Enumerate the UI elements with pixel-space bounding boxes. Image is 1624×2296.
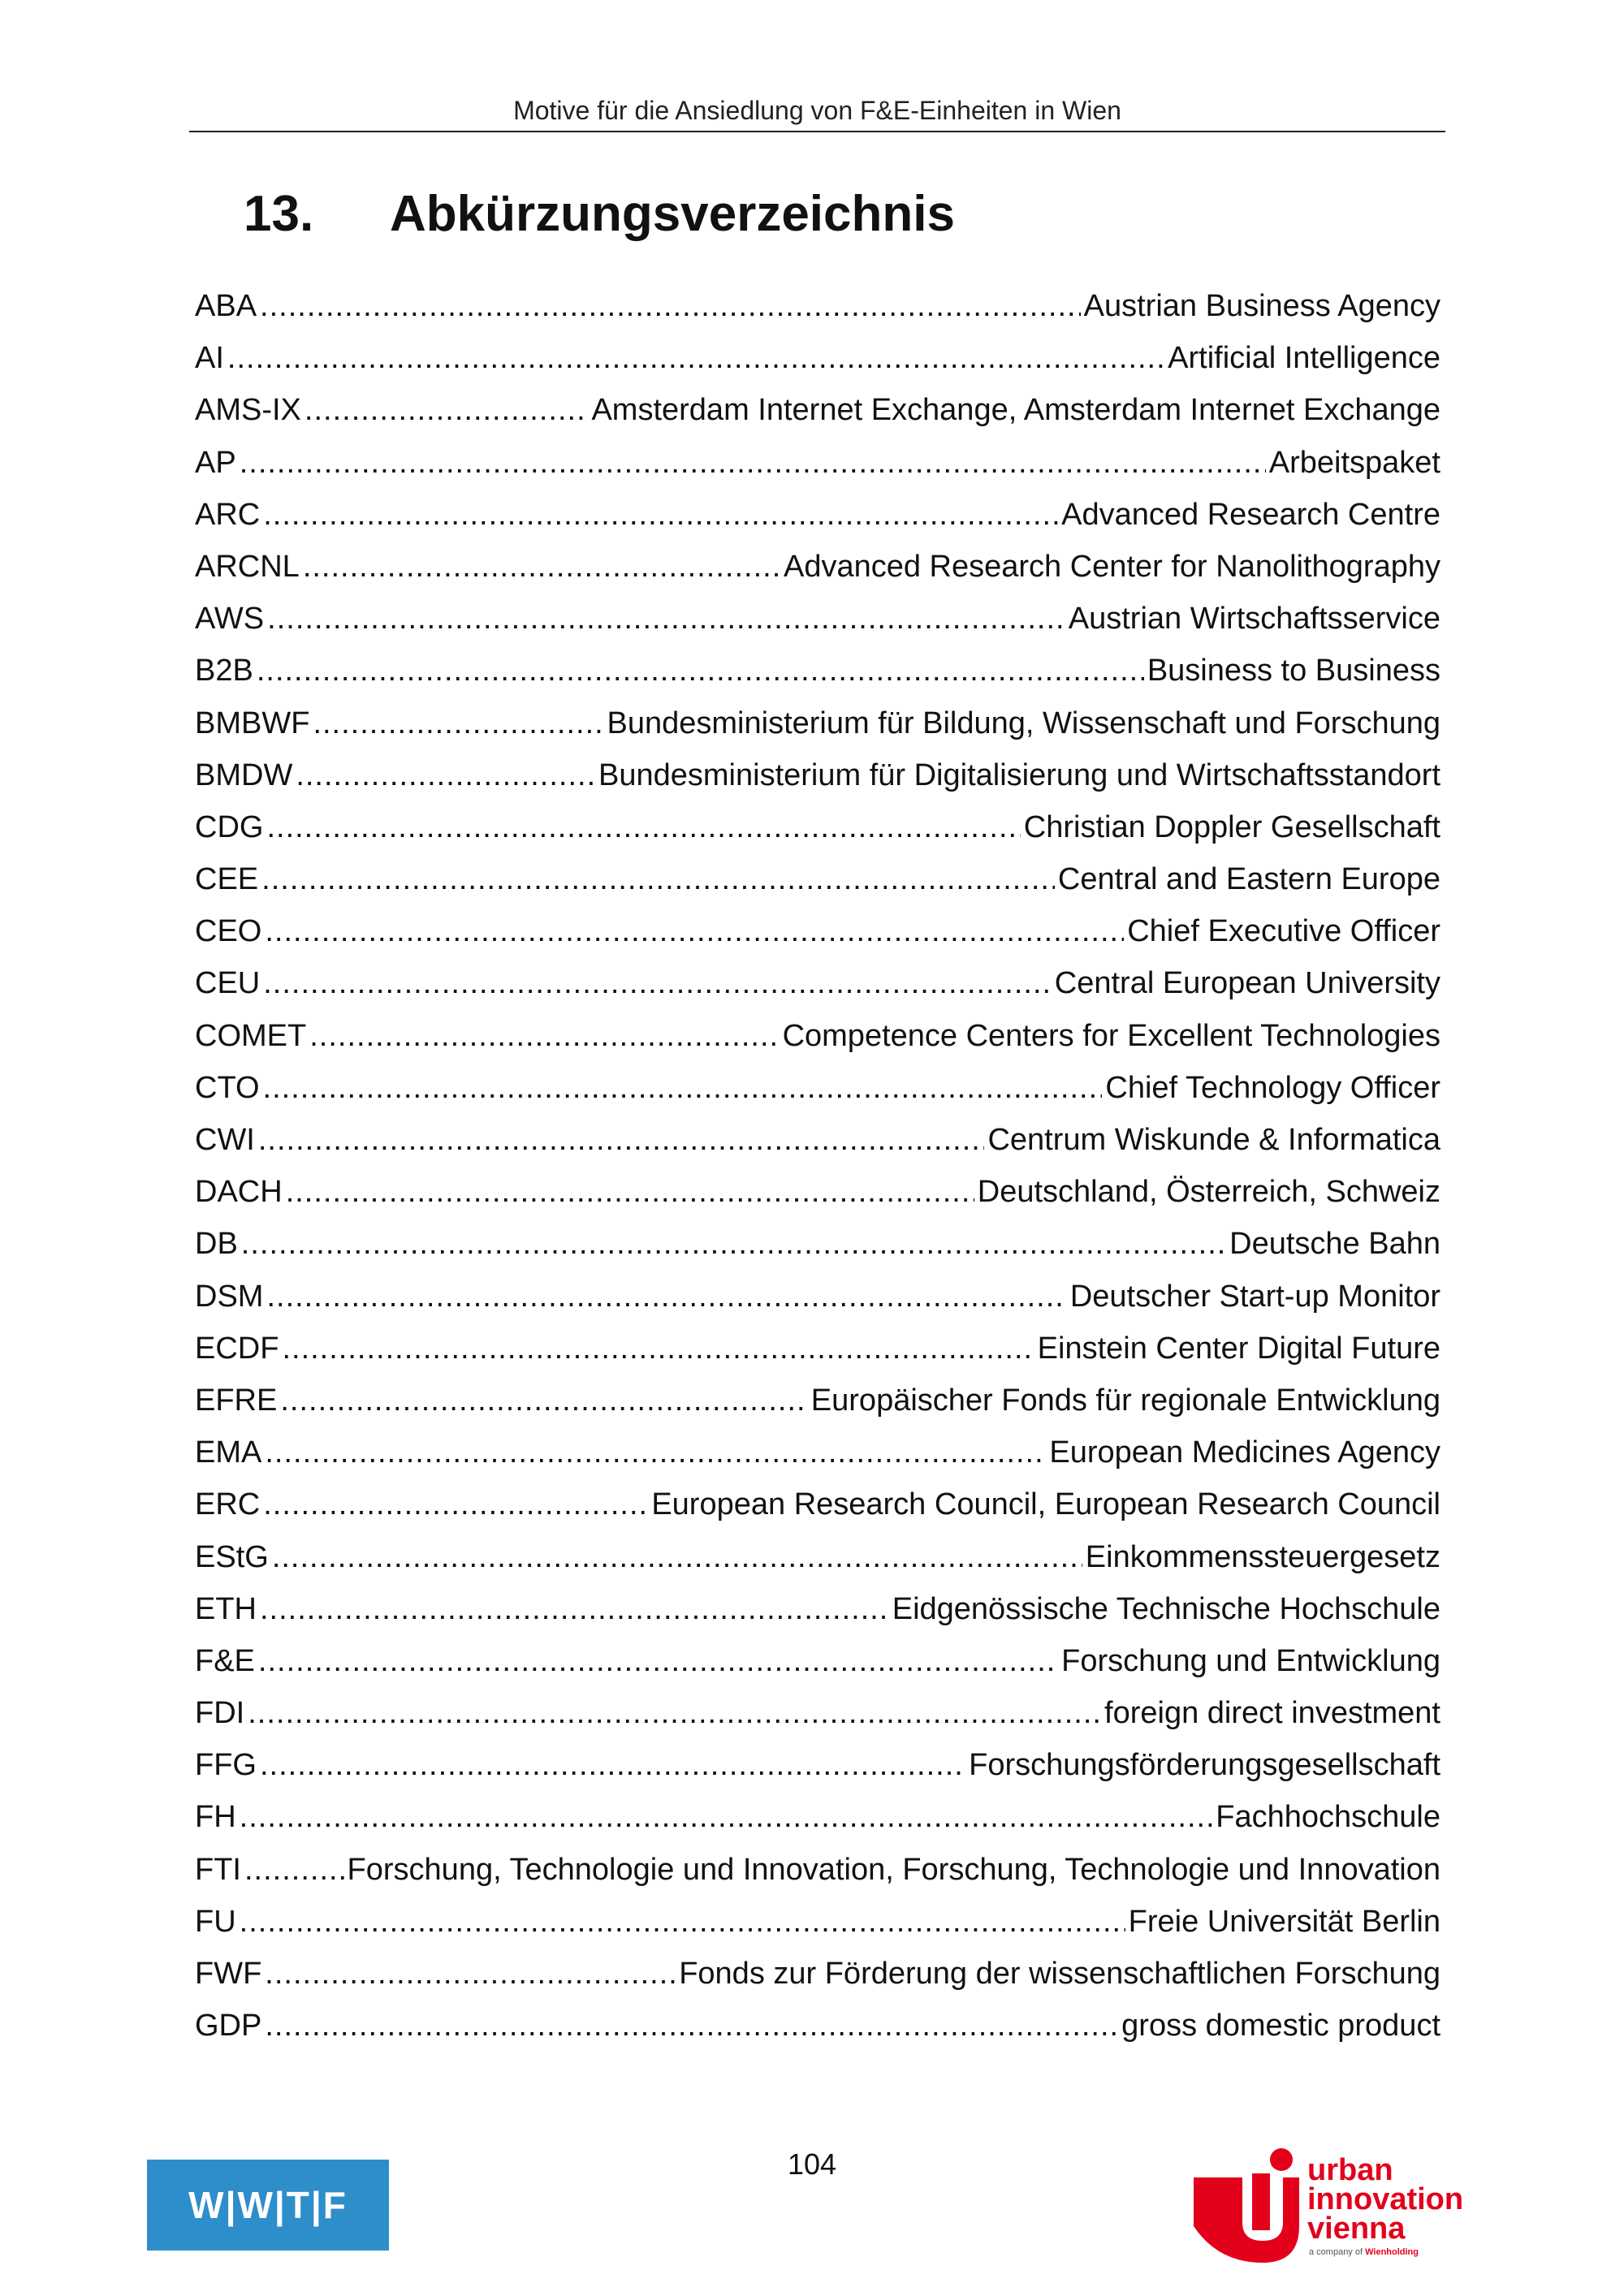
dot-leader — [265, 2000, 1118, 2052]
definition: Einstein Center Digital Future — [1037, 1331, 1440, 1366]
abbreviation-entry — [195, 1583, 1440, 1635]
abbreviation: B2B — [195, 654, 253, 688]
section-title: Abkürzungsverzeichnis — [390, 186, 955, 242]
dot-leader — [309, 1010, 779, 1062]
definition: Chief Technology Officer — [1105, 1070, 1440, 1105]
dot-leader — [240, 437, 1266, 489]
abbreviation-entry — [195, 801, 1440, 853]
abbreviation-entry — [195, 1791, 1440, 1843]
abbreviation: EFRE — [195, 1383, 278, 1418]
dot-leader — [303, 541, 780, 593]
running-header: Motive für die Ansiedlung von F&E-Einheiten in Wien — [513, 96, 1121, 125]
dot-leader — [263, 1478, 648, 1530]
uiv-wordmark — [1307, 2153, 1464, 2246]
abbreviation-entry — [195, 2000, 1440, 2052]
definition: Artificial Intelligence — [1168, 341, 1440, 376]
uiv-line-vienna: vienna — [1307, 2212, 1406, 2246]
abbreviation: CEO — [195, 914, 262, 949]
abbreviation: FTI — [195, 1852, 241, 1887]
definition: Forschungsförderungsgesellschaft — [969, 1748, 1440, 1783]
abbreviation: AP — [195, 445, 236, 480]
definition: Central and Eastern Europe — [1057, 862, 1440, 897]
abbreviation: ARC — [195, 497, 261, 532]
definition: European Medicines Agency — [1049, 1435, 1440, 1470]
abbreviation-entry — [195, 697, 1440, 749]
abbreviation-entry — [195, 1635, 1440, 1687]
abbreviation-entry — [195, 749, 1440, 801]
definition: Fachhochschule — [1216, 1800, 1440, 1835]
dot-leader — [265, 1948, 676, 2000]
definition: Central European University — [1054, 966, 1440, 1001]
uiv-i-stem — [1252, 2173, 1270, 2230]
dot-leader — [258, 1635, 1058, 1687]
abbreviation-entry — [195, 1166, 1440, 1218]
abbreviation-entry — [195, 1010, 1440, 1062]
abbreviation: ETH — [195, 1591, 257, 1626]
abbreviation-entry — [195, 1896, 1440, 1948]
definition: Bundesministerium für Bildung, Wissenschaft und Forschung — [607, 706, 1440, 740]
abbreviation: AI — [195, 341, 224, 376]
dot-leader — [263, 957, 1052, 1009]
definition: Advanced Research Centre — [1061, 497, 1440, 532]
dot-leader — [260, 1739, 965, 1791]
dot-leader — [266, 801, 1020, 853]
abbreviation: COMET — [195, 1018, 307, 1053]
definition: Forschung, Technologie und Innovation, Forschung, Technologie und Innovation — [347, 1852, 1440, 1887]
abbreviation: CEE — [195, 862, 259, 897]
abbreviation: ECDF — [195, 1331, 279, 1366]
abbreviation-entry — [195, 1739, 1440, 1791]
definition: Bundesministerium für Digitalisierung und Wirtschaftsstandort — [598, 757, 1440, 792]
dot-leader — [263, 489, 1058, 541]
dot-leader — [267, 593, 1065, 645]
abbreviation-entry — [195, 1948, 1440, 2000]
abbreviation-entry — [195, 541, 1440, 593]
wwtf-logo: W|W|T|F — [147, 2160, 389, 2251]
abbreviation: EStG — [195, 1539, 269, 1574]
definition: European Research Council, European Research Council — [651, 1487, 1440, 1522]
abbreviation-list — [195, 280, 1440, 2052]
abbreviation-entry — [195, 1375, 1440, 1426]
abbreviation: FDI — [195, 1696, 245, 1731]
abbreviation-entry — [195, 645, 1440, 697]
definition: Competence Centers for Excellent Technologies — [782, 1018, 1440, 1053]
abbreviation-entry — [195, 1478, 1440, 1530]
page-number: 104 — [787, 2147, 837, 2181]
section-number: 13. — [244, 186, 314, 242]
definition: gross domestic product — [1121, 2009, 1440, 2044]
abbreviation: CTO — [195, 1070, 260, 1105]
definition: Austrian Business Agency — [1083, 289, 1440, 323]
dot-leader — [280, 1375, 807, 1426]
definition: Eidgenössische Technische Hochschule — [892, 1591, 1440, 1626]
abbreviation: FH — [195, 1800, 236, 1835]
definition: Centrum Wiskunde & Informatica — [987, 1123, 1440, 1157]
abbreviation-entry — [195, 1323, 1440, 1375]
definition: Deutsche Bahn — [1229, 1227, 1440, 1262]
uiv-u-shape — [1194, 2177, 1299, 2263]
definition: Forschung und Entwicklung — [1061, 1643, 1440, 1678]
dot-leader — [241, 1218, 1226, 1270]
dot-leader — [227, 332, 1164, 384]
dot-leader — [263, 1062, 1103, 1114]
abbreviation-entry — [195, 332, 1440, 384]
dot-leader — [257, 645, 1144, 697]
abbreviation: FU — [195, 1904, 236, 1939]
abbreviation-entry — [195, 957, 1440, 1009]
uiv-tagline-text: a company of — [1309, 2247, 1363, 2257]
definition: Amsterdam Internet Exchange, Amsterdam Internet Exchange — [591, 393, 1440, 428]
abbreviation-entry — [195, 853, 1440, 905]
definition: Advanced Research Center for Nanolithography — [783, 549, 1440, 584]
abbreviation: BMDW — [195, 757, 293, 792]
abbreviation-entry — [195, 1271, 1440, 1323]
abbreviation-entry — [195, 1687, 1440, 1739]
dot-leader — [261, 853, 1055, 905]
abbreviation-entry — [195, 1531, 1440, 1583]
uiv-tagline-brand: Wienholding — [1365, 2247, 1419, 2257]
abbreviation: ARCNL — [195, 549, 300, 584]
abbreviation-entry — [195, 1426, 1440, 1478]
abbreviation: ERC — [195, 1487, 261, 1522]
dot-leader — [266, 1271, 1066, 1323]
definition: Deutschland, Österreich, Schweiz — [977, 1175, 1440, 1210]
definition: Europäischer Fonds für regionale Entwicklung — [810, 1383, 1440, 1418]
definition: Christian Doppler Gesellschaft — [1023, 809, 1440, 844]
definition: Austrian Wirtschaftsservice — [1068, 602, 1440, 637]
abbreviation: FWF — [195, 1957, 262, 1991]
abbreviation-entry — [195, 593, 1440, 645]
definition: Deutscher Start-up Monitor — [1069, 1279, 1440, 1314]
dot-leader — [265, 905, 1124, 957]
abbreviation: DACH — [195, 1175, 283, 1210]
dot-leader — [248, 1687, 1101, 1739]
abbreviation: CDG — [195, 809, 264, 844]
definition: Einkommenssteuergesetz — [1085, 1539, 1440, 1574]
definition: Fonds zur Förderung der wissenschaftlichen Forschung — [679, 1957, 1440, 1991]
abbreviation: AMS-IX — [195, 393, 301, 428]
abbreviation-entry — [195, 1218, 1440, 1270]
definition: Arbeitspaket — [1268, 445, 1440, 480]
definition: Chief Executive Officer — [1127, 914, 1440, 949]
abbreviation-entry — [195, 384, 1440, 436]
abbreviation: GDP — [195, 2009, 262, 2044]
abbreviation: FFG — [195, 1748, 257, 1783]
abbreviation: BMBWF — [195, 706, 310, 740]
abbreviation: AWS — [195, 602, 265, 637]
abbreviation: F&E — [195, 1643, 255, 1678]
dot-leader — [260, 280, 1081, 332]
dot-leader — [240, 1896, 1125, 1948]
uiv-tagline — [1309, 2247, 1419, 2257]
dot-leader — [282, 1323, 1034, 1375]
abbreviation-entry — [195, 1062, 1440, 1114]
abbreviation-entry — [195, 1114, 1440, 1166]
dot-leader — [313, 697, 603, 749]
abbreviation-entry — [195, 280, 1440, 332]
dot-leader — [260, 1583, 889, 1635]
abbreviation: EMA — [195, 1435, 262, 1470]
dot-leader — [304, 384, 589, 436]
abbreviation: CWI — [195, 1123, 255, 1157]
dot-leader — [244, 1844, 344, 1896]
abbreviation: CEU — [195, 966, 261, 1001]
definition: foreign direct investment — [1104, 1696, 1440, 1731]
dot-leader — [286, 1166, 974, 1218]
abbreviation-entry — [195, 489, 1440, 541]
dot-leader — [240, 1791, 1213, 1843]
dot-leader — [272, 1531, 1082, 1583]
header-rule — [189, 131, 1445, 132]
definition: Freie Universität Berlin — [1128, 1904, 1440, 1939]
uiv-line-urban: urban — [1307, 2153, 1393, 2187]
uiv-line-innovation: innovation — [1307, 2182, 1464, 2216]
dot-leader — [265, 1426, 1046, 1478]
dot-leader — [258, 1114, 985, 1166]
section-heading — [244, 185, 955, 243]
uiv-i-dot — [1270, 2148, 1293, 2171]
abbreviation-entry — [195, 437, 1440, 489]
dot-leader — [296, 749, 595, 801]
abbreviation: DB — [195, 1227, 238, 1262]
abbreviation-entry — [195, 1844, 1440, 1896]
abbreviation-entry — [195, 905, 1440, 957]
abbreviation: DSM — [195, 1279, 264, 1314]
abbreviation: ABA — [195, 289, 257, 323]
definition: Business to Business — [1147, 654, 1440, 688]
